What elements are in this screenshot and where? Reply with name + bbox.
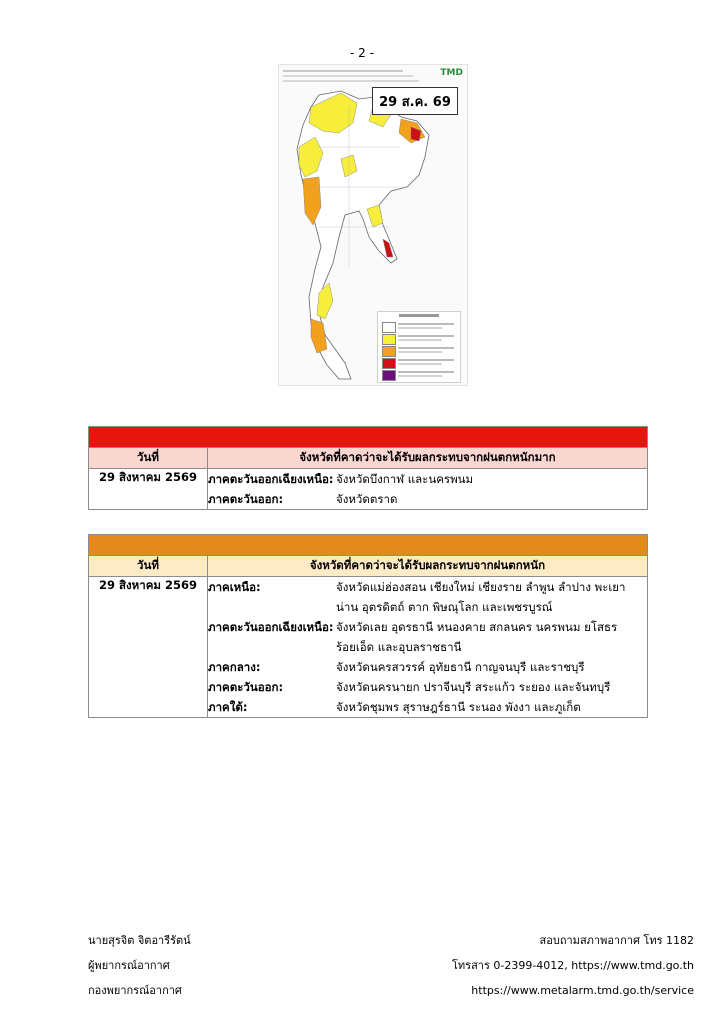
contact-fax-website: โทรสาร 0-2399-4012, https://www.tmd.go.th (452, 959, 694, 972)
tmd-logo-icon: TMD (440, 68, 463, 78)
region-provinces: จังหวัดนครนายก ปราจีนบุรี สระแก้ว ระยอง และจันทบุรี (336, 680, 611, 694)
forecaster-name: นายสุรจิต จิตอารีรัตน์ (88, 934, 191, 947)
provinces-cell (208, 469, 648, 510)
footer-contact (452, 928, 694, 1003)
legend-swatch-white-icon (382, 322, 396, 333)
legend-swatch-purple-icon (382, 370, 396, 381)
map-header (279, 65, 467, 87)
date-cell: 29 สิงหาคม 2569 (89, 469, 208, 510)
heavy-color-band (89, 535, 648, 556)
very-heavy-color-band (89, 427, 648, 448)
region-provinces: จังหวัดเลย อุดรธานี หนองคาย สกลนคร นครพนม ยโสธร (336, 620, 618, 634)
footer-signature (88, 928, 191, 1003)
region-row (208, 697, 647, 717)
region-name: ภาคตะวันออก: (208, 680, 284, 694)
region-name: ภาคกลาง: (208, 660, 261, 674)
region-provinces: จังหวัดชุมพร สุราษฎร์ธานี ระนอง พังงา และภูเก็ต (336, 700, 581, 714)
map-date-label: 29 ส.ค. 69 (372, 87, 458, 115)
region-name: ภาคตะวันออกเฉียงเหนือ: (208, 620, 334, 634)
region-name: ภาคเหนือ: (208, 580, 261, 594)
region-provinces: จังหวัดตราด (336, 492, 398, 506)
column-header-date: วันที่ (89, 448, 208, 469)
legend-row (382, 334, 458, 344)
region-name: ภาคตะวันออก: (208, 492, 284, 506)
region-provinces: จังหวัดแม่ฮ่องสอน เชียงใหม่ เชียงราย ลำพูน ลำปาง พะเยา (336, 580, 626, 594)
region-row (208, 597, 647, 617)
region-name: ภาคใต้: (208, 700, 248, 714)
heavy-rain-table (88, 534, 648, 718)
region-row (208, 637, 647, 657)
very-heavy-rain-table (88, 426, 648, 510)
forecast-division: กองพยากรณ์อากาศ (88, 984, 182, 997)
region-provinces: น่าน อุตรดิตถ์ ตาก พิษณุโลก และเพชรบูรณ์ (336, 600, 553, 614)
column-header-provinces: จังหวัดที่คาดว่าจะได้รับผลกระทบจากฝนตกหนักมาก (208, 448, 648, 469)
legend-swatch-red-icon (382, 358, 396, 369)
column-header-date: วันที่ (89, 556, 208, 577)
region-row (208, 469, 647, 489)
region-row (208, 657, 647, 677)
region-row (208, 489, 647, 509)
legend-row (382, 322, 458, 332)
region-row (208, 677, 647, 697)
zone-south-heavy (311, 319, 327, 353)
region-row (208, 617, 647, 637)
table-row (89, 577, 648, 718)
region-provinces: จังหวัดบึงกาฬ และนครพนม (336, 472, 474, 486)
contact-service-link[interactable]: https://www.metalarm.tmd.go.th/service (471, 984, 694, 997)
region-provinces: ร้อยเอ็ด และอุบลราชธานี (336, 640, 462, 654)
column-header-provinces: จังหวัดที่คาดว่าจะได้รับผลกระทบจากฝนตกหนัก (208, 556, 648, 577)
map-legend (377, 311, 461, 383)
region-name: ภาคตะวันออกเฉียงเหนือ: (208, 472, 334, 486)
legend-row (382, 346, 458, 356)
contact-phone: สอบถามสภาพอากาศ โทร 1182 (539, 934, 694, 947)
date-cell: 29 สิงหาคม 2569 (89, 577, 208, 718)
table-row (89, 469, 648, 510)
legend-swatch-yellow-icon (382, 334, 396, 345)
region-provinces: จังหวัดนครสวรรค์ อุทัยธานี กาญจนบุรี และราชบุรี (336, 660, 585, 674)
forecaster-title: ผู้พยากรณ์อากาศ (88, 959, 170, 972)
legend-swatch-orange-icon (382, 346, 396, 357)
page-number: - 2 - (350, 46, 374, 60)
provinces-cell (208, 577, 648, 718)
legend-row (382, 370, 458, 380)
legend-row (382, 358, 458, 368)
region-row (208, 577, 647, 597)
